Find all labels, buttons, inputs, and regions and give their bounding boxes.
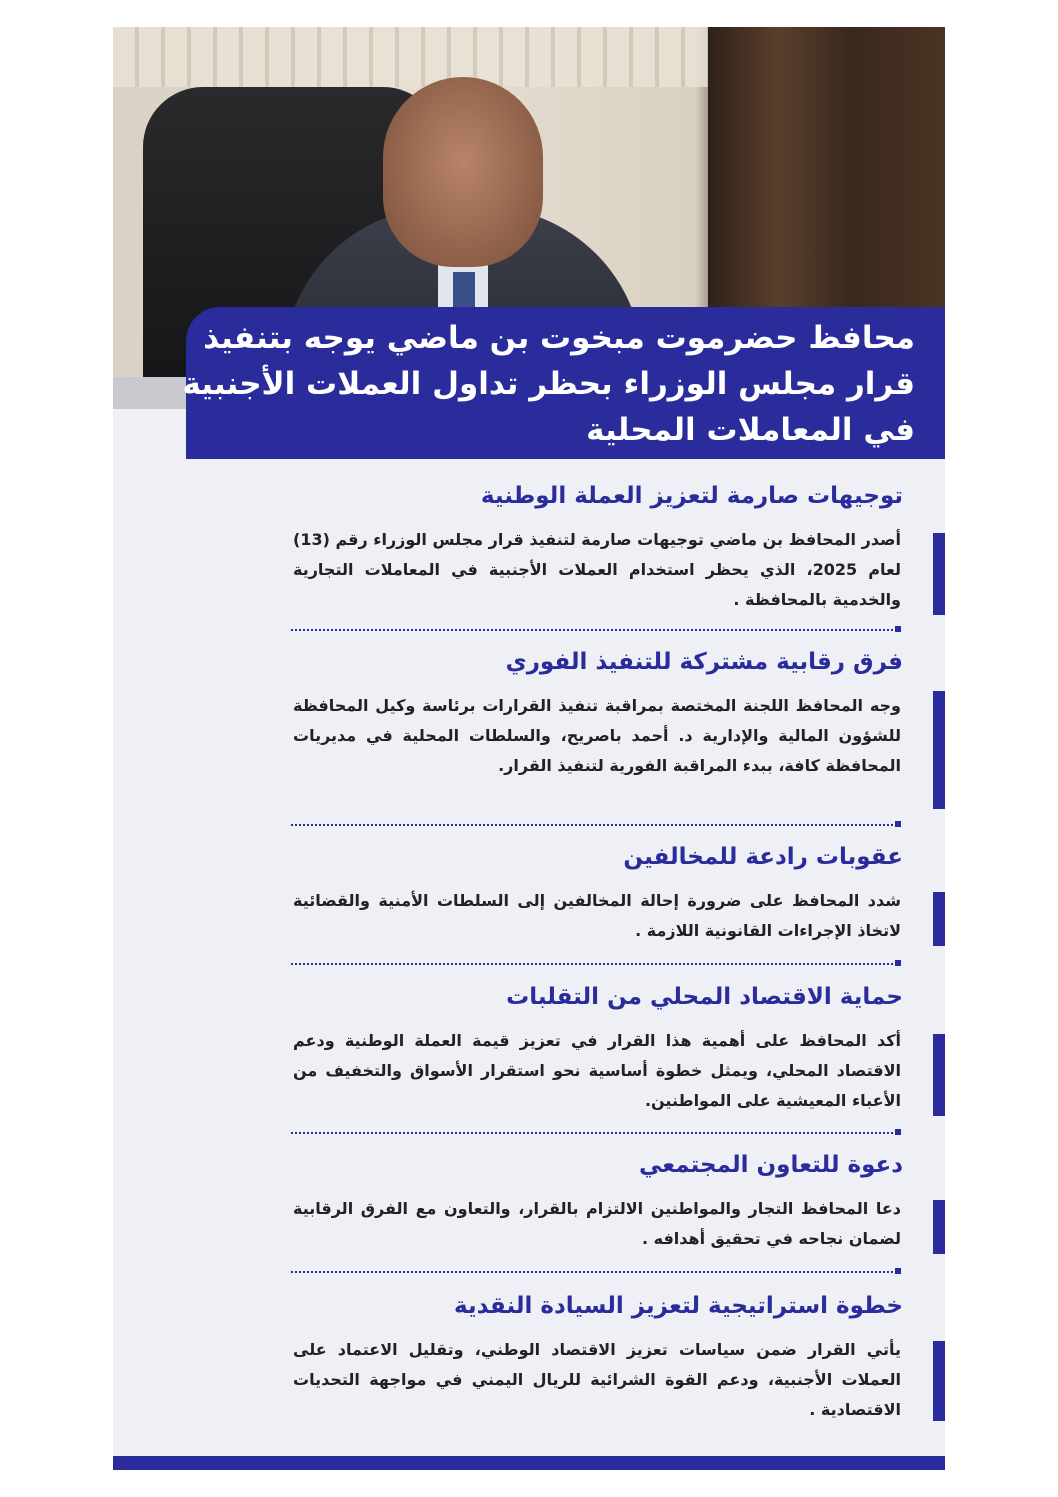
section-body: وجه المحافظ اللجنة المختصة بمراقبة تنفيذ القرارات برئاسة وكيل المحافظة للشؤون المالية والإدارية د. أحمد باصريح، والسلطات المحلية في مديريات المحافظة كافة، ببدء المراقبة الفورية لتنفيذ القرار. [293, 696, 901, 775]
section-bar [933, 1034, 945, 1116]
section-divider [291, 824, 901, 826]
section-title: حماية الاقتصاد المحلي من التقلبات [506, 984, 903, 1010]
section-bar [933, 533, 945, 615]
section-title: فرق رقابية مشتركة للتنفيذ الفوري [505, 649, 903, 675]
section-bar [933, 1341, 945, 1421]
section-bar [933, 691, 945, 809]
section-divider [291, 629, 901, 631]
section-body: يأتي القرار ضمن سياسات تعزيز الاقتصاد الوطني، وتقليل الاعتماد على العملات الأجنبية، ودعم القوة الشرائية للريال اليمني في مواجهة التحديات الاقتصادية . [293, 1340, 901, 1419]
headline-line: قرار مجلس الوزراء بحظر تداول العملات الأجنبية [182, 366, 915, 402]
headline-line: محافظ حضرموت مبخوت بن ماضي يوجه بتنفيذ [203, 320, 915, 356]
bottom-strip [113, 1456, 945, 1470]
section-title: عقوبات رادعة للمخالفين [623, 844, 903, 870]
section-body: شدد المحافظ على ضرورة إحالة المخالفين إلى السلطات الأمنية والقضائية لاتخاذ الإجراءات القانونية اللازمة . [293, 891, 901, 940]
section-divider [291, 1271, 901, 1273]
section-divider [291, 963, 901, 965]
section-body: دعا المحافظ التجار والمواطنين الالتزام بالقرار، والتعاون مع الفرق الرقابية لضمان نجاحه في تحقيق أهدافه . [293, 1199, 901, 1248]
headline-box [182, 307, 945, 459]
section-title: توجيهات صارمة لتعزيز العملة الوطنية [480, 483, 903, 509]
section-divider [291, 1132, 901, 1134]
section-body: أكد المحافظ على أهمية هذا القرار في تعزيز قيمة العملة الوطنية ودعم الاقتصاد المحلي، ويمثل خطوة أساسية نحو استقرار الأسواق والتخفيف من الأعباء المعيشية على المواطنين. [293, 1031, 901, 1110]
section-bar [933, 892, 945, 946]
section-title: خطوة استراتيجية لتعزيز السيادة النقدية [454, 1293, 903, 1319]
section-title: دعوة للتعاون المجتمعي [638, 1152, 903, 1178]
headline-line: في المعاملات المحلية [586, 412, 915, 448]
news-card [113, 27, 945, 1470]
section-body: أصدر المحافظ بن ماضي توجيهات صارمة لتنفيذ قرار مجلس الوزراء رقم (13) لعام 2025، الذي يحظر استخدام العملات الأجنبية في المعاملات التجارية والخدمية بالمحافظة . [293, 530, 902, 609]
section-bar [933, 1200, 945, 1254]
